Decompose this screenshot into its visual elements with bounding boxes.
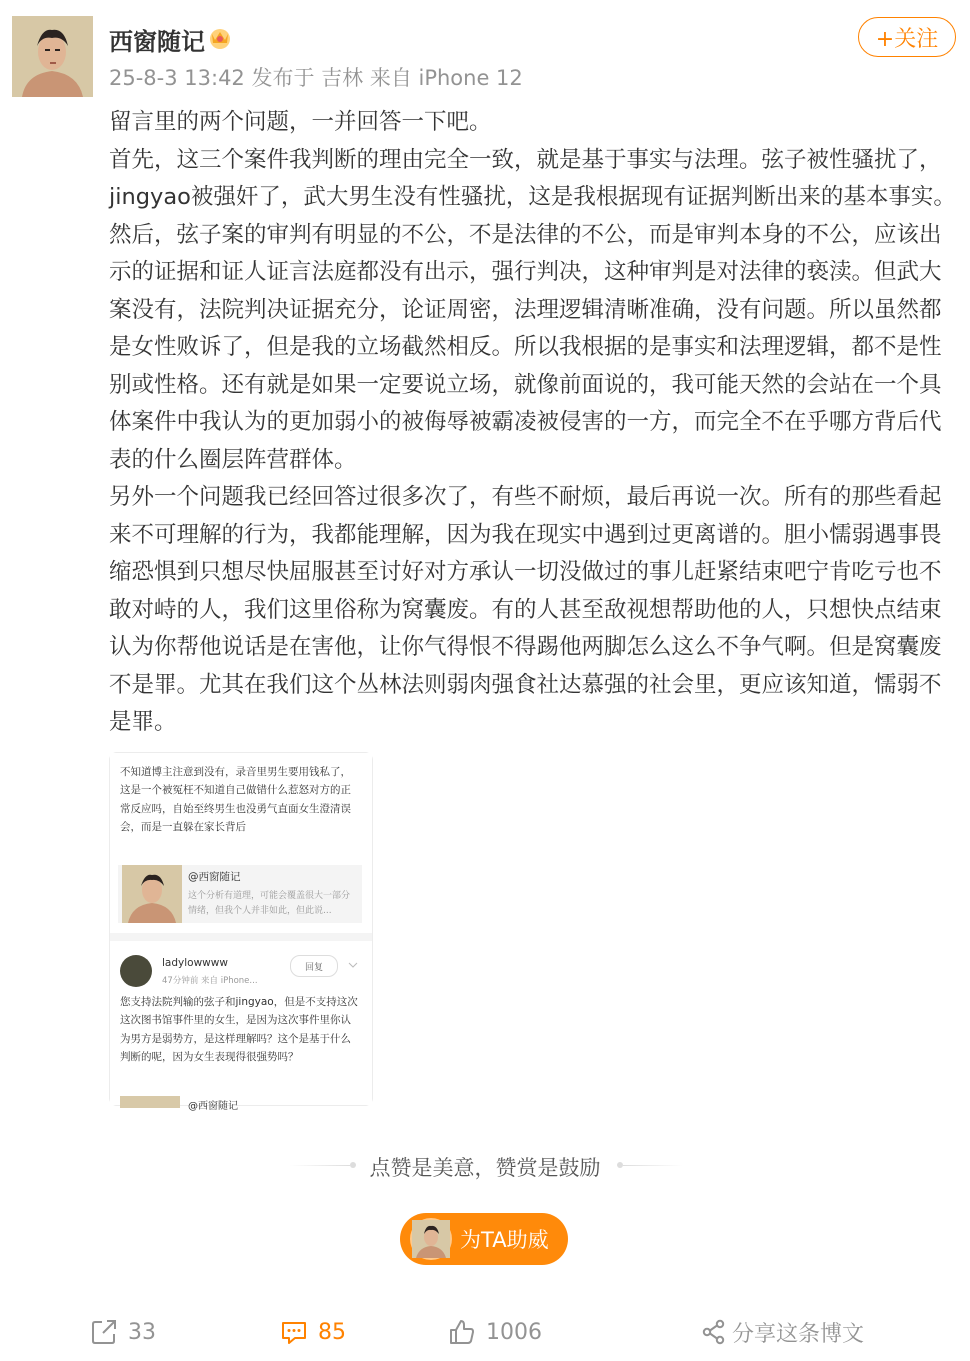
comment-card bbox=[110, 753, 372, 933]
comment-count: 85 bbox=[318, 1319, 346, 1345]
share-action[interactable] bbox=[702, 1310, 864, 1354]
praise-text: 点赞是美意，赞赏是鼓励 bbox=[369, 1156, 601, 1180]
commenter-avatar bbox=[120, 955, 152, 987]
repost-count: 33 bbox=[128, 1319, 156, 1345]
follow-button[interactable]: +关注 bbox=[858, 17, 956, 57]
chevron-down-icon bbox=[348, 961, 358, 969]
post-body bbox=[109, 104, 959, 742]
quoted-text: 这个分析有道理，可能会覆盖很大一部分情绪，但我个人并非如此，但此说... bbox=[188, 891, 351, 916]
share-label: 分享这条博文 bbox=[732, 1321, 865, 1347]
cheer-avatar bbox=[410, 1218, 452, 1260]
repost-action[interactable] bbox=[90, 1310, 156, 1354]
post-meta: 25-8-3 13:42 发布于 吉林 来自 iPhone 12 bbox=[109, 66, 523, 90]
attached-screenshot[interactable] bbox=[109, 752, 373, 1112]
like-action[interactable] bbox=[448, 1310, 542, 1354]
portrait-image bbox=[12, 16, 93, 97]
comment-icon bbox=[280, 1318, 308, 1346]
share-icon bbox=[702, 1319, 726, 1345]
divider-right bbox=[623, 1165, 683, 1166]
reply-button: 回复 bbox=[290, 955, 338, 977]
quoted-post bbox=[118, 865, 362, 923]
cheer-button[interactable] bbox=[400, 1213, 568, 1265]
crown-badge-icon bbox=[206, 24, 234, 50]
thumbs-up-icon bbox=[448, 1318, 476, 1346]
comment-action[interactable] bbox=[280, 1310, 346, 1354]
commenter-name: ladylowwww bbox=[162, 957, 228, 969]
post-paragraph: 留言里的两个问题，一并回答一下吧。 bbox=[109, 109, 492, 135]
post-paragraph: 另外一个问题我已经回答过很多次了，有些不耐烦，最后再说一次。所有的那些看起来不可理解的行为，我都能理解，因为我在现实中遇到过更离谱的。胆小懦弱遇事畏缩恐惧到只想尽快屈服甚至讨好对方承认一切没做过的事儿赶紧结束吧宁肯吃亏也不敢对峙的人，我们这里俗称为窝囊废。有的人甚至敌视想帮助他的人，只想快点结束认为你帮他说话是在害他，让你气得恨不得踢他两脚怎么这么不争气啊。但是窝囊废不是罪。尤其在我们这个丛林法则弱肉强食社达慕强的社会里，更应该知道，懦弱不是罪。 bbox=[109, 484, 942, 735]
quoted-author: @西窗随记 bbox=[188, 871, 241, 883]
comment-meta: 47分钟前 来自 iPhone... bbox=[162, 976, 258, 986]
quoted-author: @西窗随记 bbox=[188, 1101, 238, 1112]
author-avatar[interactable] bbox=[12, 16, 93, 97]
quoted-avatar bbox=[120, 1096, 180, 1108]
post-paragraph: 首先，这三个案件我判断的理由完全一致，就是基于事实与法理。弦子被性骚扰了，jingyao被强奸了，武大男生没有性骚扰，这是我根据现有证据判断出来的基本事实。然后，弦子案的审判有明显的不公，不是法律的不公，而是审判本身的不公，应该出示的证据和证人证言法庭都没有出示，强行判决，这种审判是对法律的亵渎。但武大案没有，法院判决证据充分，论证周密，法理逻辑清晰准确，没有问题。所以虽然都是女性败诉了，但是我的立场截然相反。所以我根据的是事实和法理逻辑，都不是性别或性格。还有就是如果一定要说立场，就像前面说的，我可能天然的会站在一个具体案件中我认为的更加弱小的被侮辱被霸凌被侵害的一方，而完全不在乎哪方背后代表的什么圈层阵营群体。 bbox=[109, 146, 956, 473]
comment-text: 不知道博主注意到没有，录音里男生要用钱私了，这是一个被冤枉不知道自己做错什么惹怒对方的正常反应吗，自始至终男生也没勇气直面女生澄清误会，而是一直躲在家长背后 bbox=[120, 766, 351, 834]
repost-icon bbox=[90, 1318, 118, 1346]
cheer-label: 为TA助威 bbox=[460, 1228, 549, 1252]
comment-text: 您支持法院判输的弦子和jingyao，但是不支持这次这次图书馆事件里的女生，是因为这次事件里你认为男方是弱势方，是这样理解吗？这个是基于什么判断的呢，因为女生表现得很强势吗？ bbox=[120, 996, 358, 1064]
author-name[interactable]: 西窗随记 bbox=[109, 28, 205, 56]
like-count: 1006 bbox=[486, 1319, 542, 1345]
quoted-avatar bbox=[122, 865, 182, 923]
comment-card bbox=[110, 941, 372, 1112]
